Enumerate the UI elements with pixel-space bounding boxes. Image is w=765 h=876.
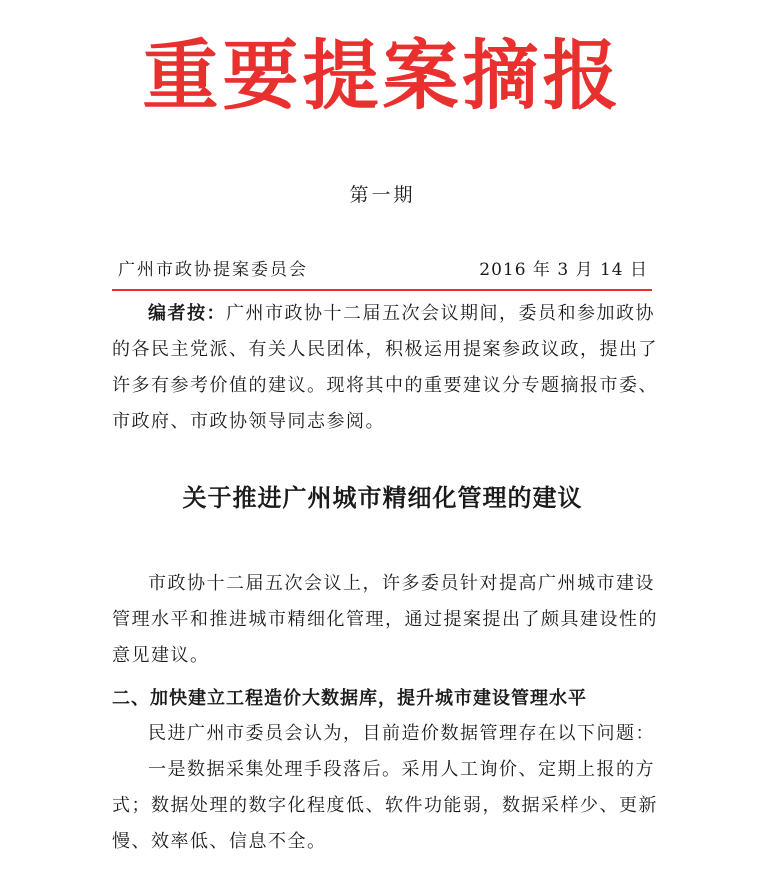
editor-note-line <box>112 296 655 332</box>
editor-note <box>112 296 658 440</box>
section-heading: 二、加快建立工程造价大数据库，提升城市建设管理水平 <box>112 688 587 709</box>
issue-date: 2016 年 3 月 14 日 <box>479 260 648 280</box>
body-line: 一是数据采集处理手段落后。采用人工询价、定期上报的方 <box>148 759 655 780</box>
editor-note-label: 编者按： <box>148 303 226 324</box>
red-divider <box>112 289 652 291</box>
issuing-organization: 广州市政协提案委员会 <box>118 260 308 280</box>
body-line: 式；数据处理的数字化程度低、软件功能弱，数据采样少、更新 <box>112 795 658 816</box>
intro-line: 管理水平和推进城市精细化管理，通过提案提出了颇具建设性的 <box>112 609 658 630</box>
article-title: 关于推进广州城市精细化管理的建议 <box>182 484 583 512</box>
intro-paragraph <box>112 566 658 674</box>
intro-line: 市政协十二届五次会议上，许多委员针对提高广州城市建设 <box>148 573 655 594</box>
body-line: 慢、效率低、信息不全。 <box>112 831 327 852</box>
editor-note-text: 广州市政协十二届五次会议期间，委员和参加政协 <box>226 303 655 324</box>
editor-note-line: 许多有参考价值的建议。现将其中的重要建议分专题摘报市委、 <box>112 375 658 396</box>
body-line: 民进广州市委员会认为，目前造价数据管理存在以下问题： <box>148 723 655 744</box>
issue-number: 第一期 <box>349 184 416 206</box>
intro-line: 意见建议。 <box>112 645 210 666</box>
section-body <box>112 716 658 860</box>
masthead-title: 重要提案摘报 <box>142 31 623 120</box>
editor-note-line: 市政府、市政协领导同志参阅。 <box>112 411 385 432</box>
editor-note-line: 的各民主党派、有关人民团体，积极运用提案参政议政，提出了 <box>112 339 658 360</box>
